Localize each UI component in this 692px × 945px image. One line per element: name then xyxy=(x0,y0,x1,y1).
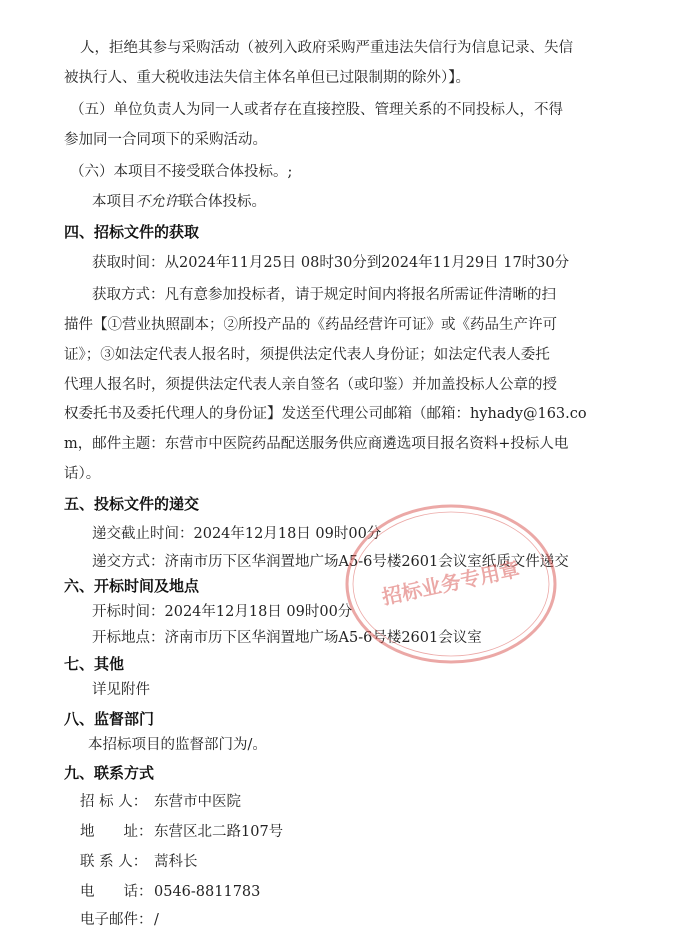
other-text: 详见附件 xyxy=(92,682,150,698)
section-heading: 五、投标文件的递交 xyxy=(64,495,200,513)
qualification-item-5: （五）单位负责人为同一人或者存在直接控股、管理关系的不同投标人，不得 xyxy=(70,102,563,118)
consortium-prefix: 本项目 xyxy=(92,194,136,210)
contact-label: 地 址： xyxy=(80,824,153,840)
contact-row xyxy=(80,910,159,930)
contact-row xyxy=(80,792,241,812)
section-heading: 六、开标时间及地点 xyxy=(64,577,200,595)
submit-deadline: 递交截止时间：2024年12月18日 09时00分 xyxy=(92,526,382,542)
submit-method: 递交方式：济南市历下区华润置地广场A5-6号楼2601会议室纸质文件递交 xyxy=(92,554,569,570)
contact-row xyxy=(80,852,198,872)
text-line: 权委托书及委托代理人的身份证】发送至代理公司邮箱（邮箱：hyhady@163.co xyxy=(64,406,587,422)
contact-value: 东营市中医院 xyxy=(154,794,241,810)
text-line: 描件【①营业执照副本；②所投产品的《药品经营许可证》或《药品生产许可 xyxy=(64,317,557,333)
contact-label: 电子邮件： xyxy=(80,912,153,928)
contact-label: 联 系 人： xyxy=(80,854,148,870)
contact-value: 蒿科长 xyxy=(154,854,198,870)
contact-value: 东营区北二路107号 xyxy=(154,824,284,840)
text-line: 人，拒绝其参与采购活动（被列入政府采购严重违法失信行为信息记录、失信 xyxy=(80,40,573,56)
section-heading: 七、其他 xyxy=(64,655,125,673)
section-heading: 四、招标文件的获取 xyxy=(64,223,200,241)
text-line: 话）。 xyxy=(64,466,101,482)
contact-value: 0546-8811783 xyxy=(154,884,261,900)
supervision-text: 本招标项目的监督部门为/。 xyxy=(88,737,267,753)
contact-value: / xyxy=(154,912,159,928)
consortium-note xyxy=(92,192,266,212)
text-line: 代理人报名时，须提供法定代表人亲自签名（或印鉴）并加盖投标人公章的授 xyxy=(64,377,557,393)
section-heading: 九、联系方式 xyxy=(64,764,155,782)
consortium-italic: 不允许 xyxy=(135,194,179,210)
text-line: 参加同一合同项下的采购活动。 xyxy=(64,132,267,148)
opening-time: 开标时间：2024年12月18日 09时00分 xyxy=(92,604,353,620)
opening-place: 开标地点：济南市历下区华润置地广场A5-6号楼2601会议室 xyxy=(92,630,482,646)
text-line: m，邮件主题：东营市中医院药品配送服务供应商遴选项目报名资料+投标人电 xyxy=(64,436,569,452)
acquire-time: 获取时间：从2024年11月25日 08时30分到2024年11月29日 17时30分 xyxy=(92,255,570,271)
contact-row xyxy=(80,822,283,842)
contact-row xyxy=(80,882,260,902)
text-line: 被执行人、重大税收违法失信主体名单但已过限制期的除外）】。 xyxy=(64,70,470,86)
text-line: 证》；③如法定代表人报名时，须提供法定代表人身份证；如法定代表人委托 xyxy=(64,347,550,363)
acquire-method: 获取方式：凡有意参加投标者，请于规定时间内将报名所需证件清晰的扫 xyxy=(92,287,556,303)
section-heading: 八、监督部门 xyxy=(64,710,155,728)
qualification-item-6: （六）本项目不接受联合体投标。; xyxy=(70,164,293,180)
consortium-suffix: 联合体投标。 xyxy=(179,194,266,210)
seal-text: 招标业务专用章 xyxy=(379,556,522,610)
contact-label: 电 话： xyxy=(80,884,153,900)
contact-label: 招 标 人： xyxy=(80,794,148,810)
